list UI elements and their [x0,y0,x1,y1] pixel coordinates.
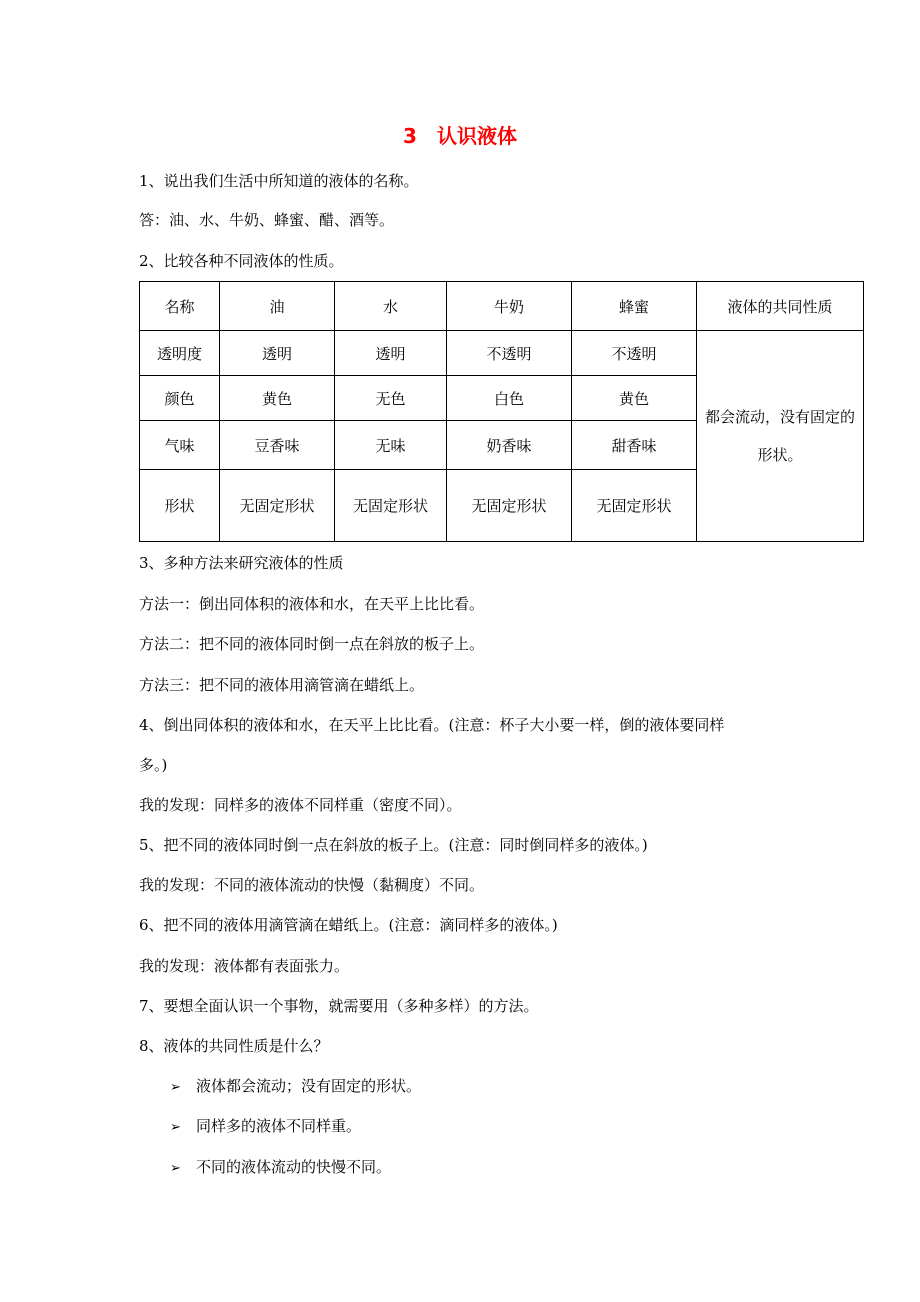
finding-5: 我的发现：不同的液体流动的快慢（黏稠度）不同。 [139,876,485,894]
table-header-cell: 水 [335,282,447,331]
question-6: 6、把不同的液体用滴管滴在蜡纸上。(注意：滴同样多的液体。) [139,916,558,934]
finding-4: 我的发现：同样多的液体不同样重（密度不同）。 [139,796,462,814]
table-cell: 无固定形状 [447,470,572,542]
question-5: 5、把不同的液体同时倒一点在斜放的板子上。(注意：同时倒同样多的液体。) [139,836,648,854]
table-cell: 无固定形状 [572,470,697,542]
table-row [140,331,864,376]
finding-6: 我的发现：液体都有表面张力。 [139,957,350,975]
method-3: 方法三：把不同的液体用滴管滴在蜡纸上。 [139,676,425,694]
table-header-cell: 液体的共同性质 [697,282,864,331]
table-cell: 形状 [140,470,220,542]
liquid-properties-table [139,281,864,542]
table-cell: 透明 [335,331,447,376]
table-cell: 不透明 [447,331,572,376]
table-cell: 透明 [220,331,335,376]
list-item [170,1156,391,1180]
table-cell: 豆香味 [220,421,335,470]
arrow-bullet-icon: ➢ [170,1120,181,1135]
question-4-line-1: 4、倒出同体积的液体和水，在天平上比比看。(注意：杯子大小要一样，倒的液体要同样 [139,716,725,734]
page-title [0,122,920,150]
question-8: 8、液体的共同性质是什么？ [139,1037,329,1055]
question-1: 1、说出我们生活中所知道的液体的名称。 [139,172,419,190]
table-cell: 颜色 [140,376,220,421]
list-item [170,1115,361,1139]
answer-1: 答：油、水、牛奶、蜂蜜、醋、酒等。 [139,211,395,229]
list-item-text: 液体都会流动；没有固定的形状。 [196,1077,422,1095]
table-header-cell: 油 [220,282,335,331]
table-cell: 无色 [335,376,447,421]
arrow-bullet-icon: ➢ [170,1080,181,1095]
table-cell: 奶香味 [447,421,572,470]
question-4-line-2: 多。) [139,756,168,774]
question-7: 7、要想全面认识一个事物，就需要用（多种多样）的方法。 [139,997,539,1015]
table-cell: 不透明 [572,331,697,376]
table-cell: 无固定形状 [220,470,335,542]
table-cell: 气味 [140,421,220,470]
method-2: 方法二：把不同的液体同时倒一点在斜放的板子上。 [139,635,485,653]
table-header-cell: 蜂蜜 [572,282,697,331]
table-cell: 甜香味 [572,421,697,470]
table-cell: 黄色 [572,376,697,421]
list-item-text: 同样多的液体不同样重。 [196,1117,362,1135]
title-number: 3 [403,124,417,148]
question-2: 2、比较各种不同液体的性质。 [139,252,344,270]
table-cell: 无固定形状 [335,470,447,542]
table-cell: 透明度 [140,331,220,376]
table-cell: 白色 [447,376,572,421]
table-cell: 黄色 [220,376,335,421]
table-header-cell: 名称 [140,282,220,331]
table-cell: 无味 [335,421,447,470]
method-1: 方法一：倒出同体积的液体和水，在天平上比比看。 [139,595,485,613]
arrow-bullet-icon: ➢ [170,1161,181,1176]
question-3: 3、多种方法来研究液体的性质 [139,554,344,572]
list-item [170,1075,421,1099]
list-item-text: 不同的液体流动的快慢不同。 [196,1158,392,1176]
table-header-row [140,282,864,331]
common-property-cell: 都会流动，没有固定的形状。 [697,331,864,542]
table-header-cell: 牛奶 [447,282,572,331]
title-text: 认识液体 [436,124,517,148]
